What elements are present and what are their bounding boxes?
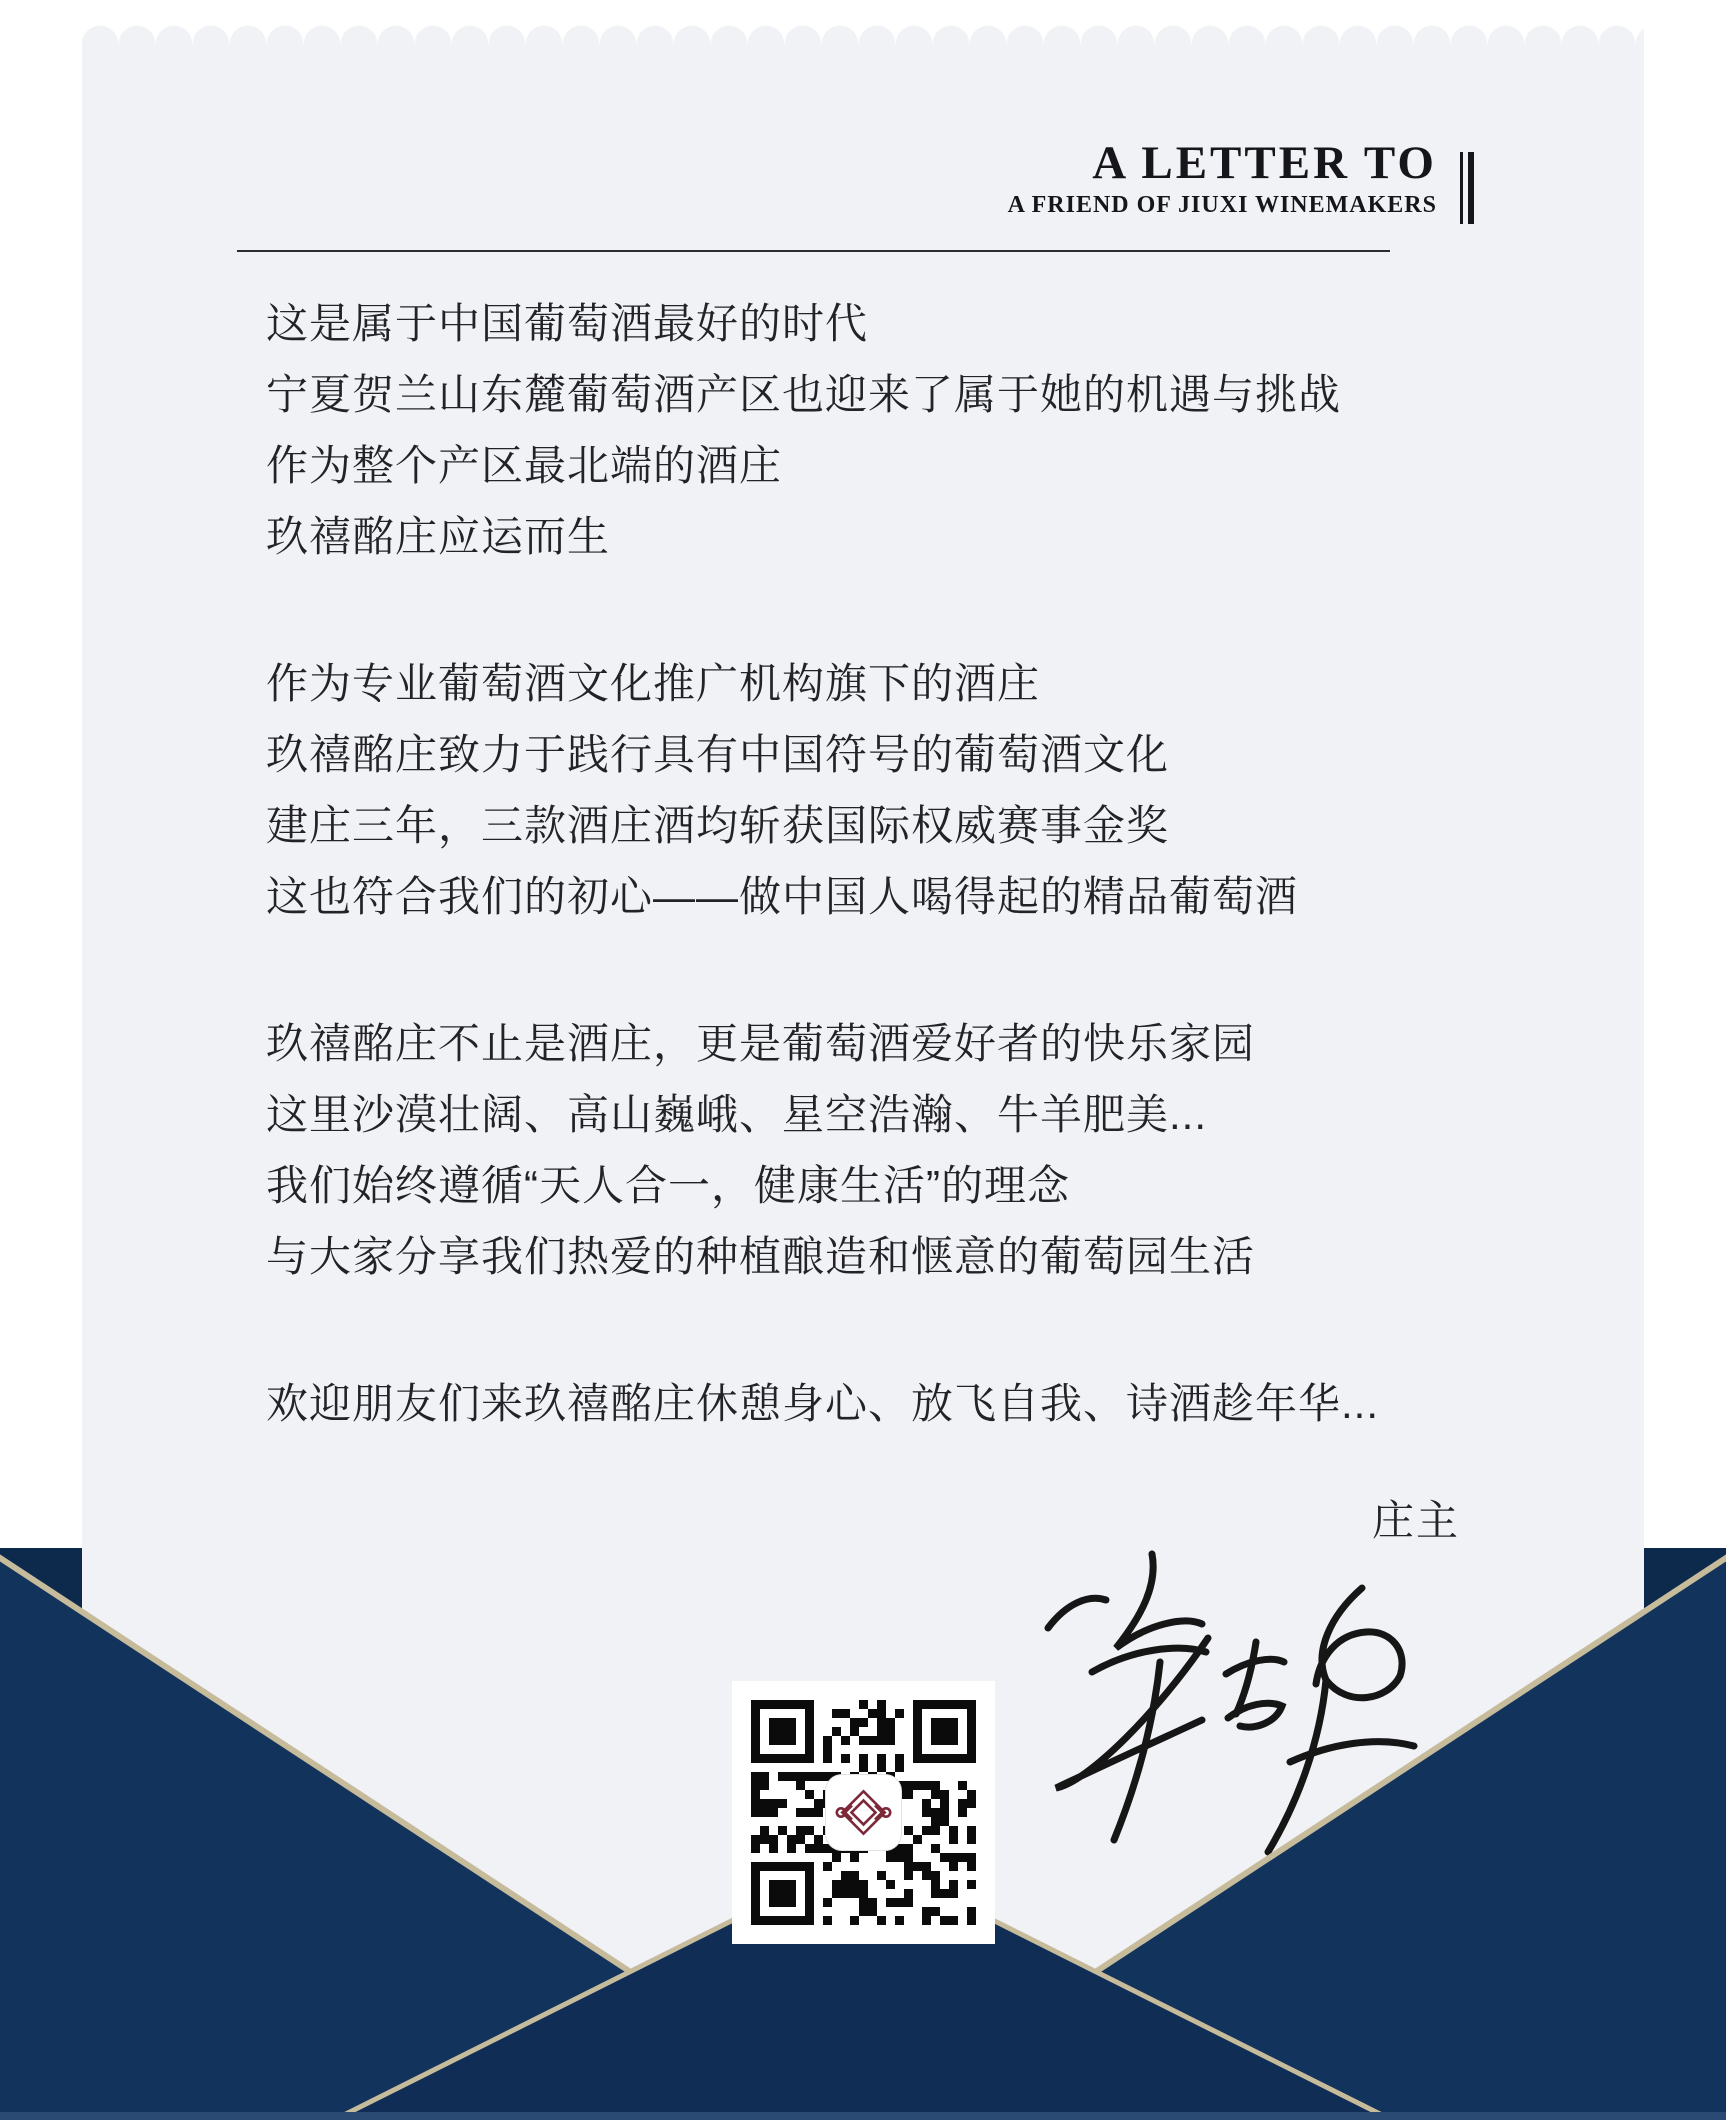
letter-line: 玖禧酩庄应运而生	[266, 513, 611, 560]
letter-line: 我们始终遵循“天人合一，健康生活”的理念	[266, 1162, 1070, 1209]
letter-line: 这里沙漠壮阔、高山巍峨、星空浩瀚、牛羊肥美...	[266, 1091, 1208, 1138]
letter-line: 与大家分享我们热爱的种植酿造和惬意的葡萄园生活	[266, 1233, 1256, 1280]
bottom-strip	[0, 2112, 1726, 2120]
qr-code	[732, 1681, 995, 1944]
letter-line: 这是属于中国葡萄酒最好的时代	[266, 300, 869, 347]
page-title: A LETTER TO	[1092, 137, 1437, 189]
page-subtitle: A FRIEND OF JIUXI WINEMAKERS	[1007, 192, 1437, 218]
letter-line: 这也符合我们的初心——做中国人喝得起的精品葡萄酒	[266, 873, 1299, 920]
letter-line: 宁夏贺兰山东麓葡萄酒产区也迎来了属于她的机遇与挑战	[266, 371, 1342, 418]
letter-line: 玖禧酩庄不止是酒庄，更是葡萄酒爱好者的快乐家园	[266, 1020, 1256, 1067]
signoff-role-label: 庄主	[1371, 1497, 1460, 1544]
letter-line: 建庄三年，三款酒庄酒均斩获国际权威赛事金奖	[266, 802, 1170, 849]
jiuxi-diamond-logo-icon	[826, 1775, 901, 1850]
letter-line: 欢迎朋友们来玖禧酩庄休憩身心、放飞自我、诗酒趁年华...	[266, 1380, 1380, 1427]
letter-line: 作为整个产区最北端的酒庄	[266, 442, 783, 489]
letter-line: 作为专业葡萄酒文化推广机构旗下的酒庄	[266, 660, 1041, 707]
letter-line: 玖禧酩庄致力于践行具有中国符号的葡萄酒文化	[266, 731, 1170, 778]
